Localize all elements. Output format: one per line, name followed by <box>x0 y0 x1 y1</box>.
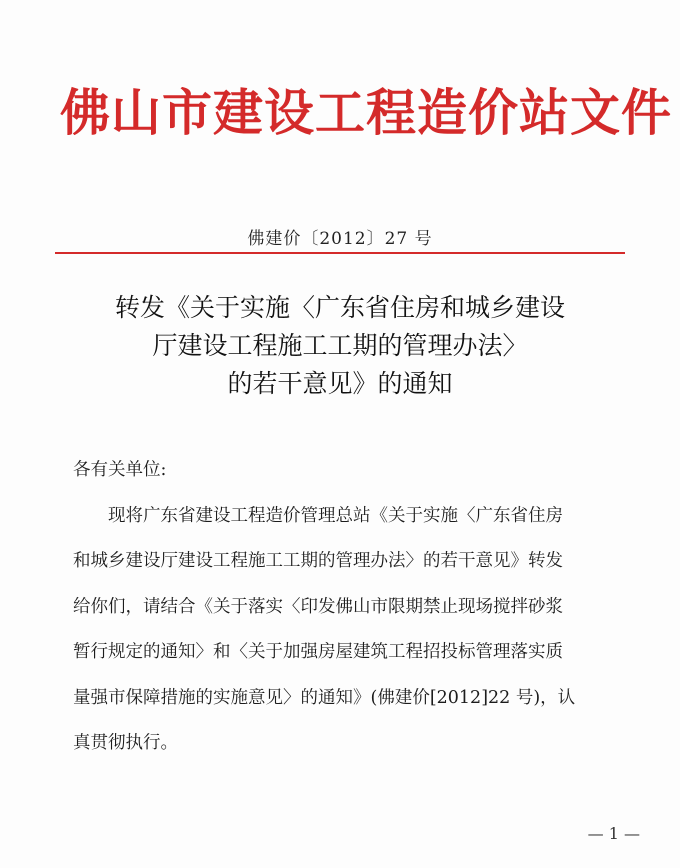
title-line-3: 的若干意见》的通知 <box>227 369 453 398</box>
body-line-3: 给你们，请结合《关于落实〈印发佛山市限期禁止现场搅拌砂浆 <box>73 596 563 617</box>
body-line-6: 真贯彻执行。 <box>73 733 178 753</box>
document-number: 佛建价〔2012〕27 号 <box>247 229 433 249</box>
page-number: — 1 — <box>587 824 640 843</box>
salutation: 各有关单位: <box>73 460 167 480</box>
body-line-5: 量强市保障措施的实施意见〉的通知》(佛建价[2012]22 号)，认 <box>73 687 576 708</box>
masthead-title: 佛山市建设工程造价站文件 <box>60 83 672 142</box>
body-line-2: 和城乡建设厅建设工程施工工期的管理办法〉的若干意见》转发 <box>73 551 563 571</box>
body-line-1: 现将广东省建设工程造价管理总站《关于实施〈广东省住房 <box>108 505 563 526</box>
red-divider-line <box>55 252 625 254</box>
body-line-4: 暂行规定的通知〉和〈关于加强房屋建筑工程招投标管理落实质 <box>73 642 563 662</box>
notice-title <box>60 289 620 403</box>
notice-body <box>73 448 633 767</box>
title-line-1: 转发《关于实施〈广东省住房和城乡建设 <box>114 293 565 322</box>
title-line-2: 厅建设工程施工工期的管理办法〉 <box>152 331 528 360</box>
